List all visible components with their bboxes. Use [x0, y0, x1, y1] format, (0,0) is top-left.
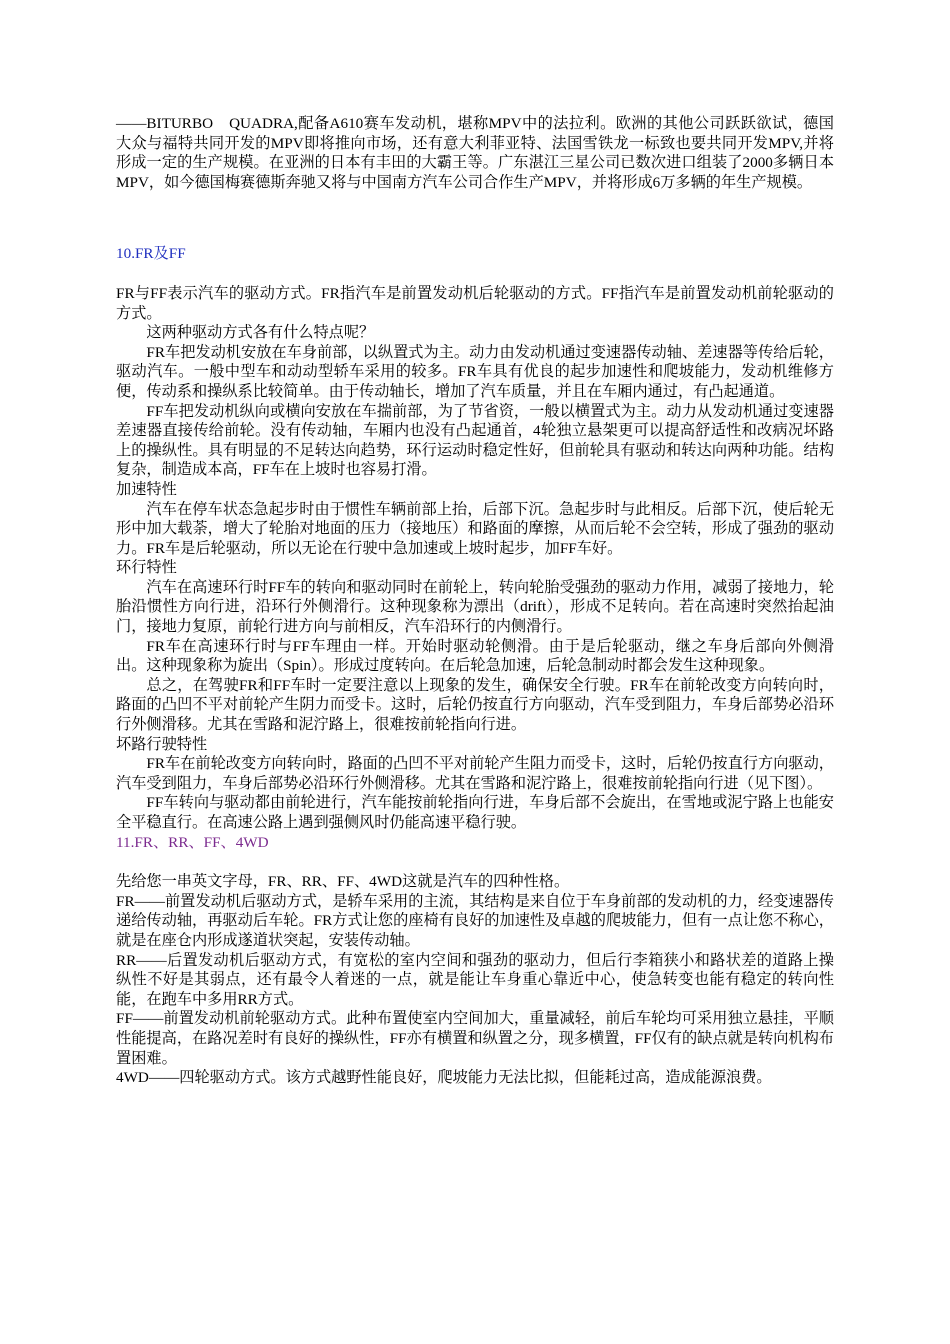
- section-11-paragraph: 4WD——四轮驱动方式。该方式越野性能良好，爬坡能力无法比拟，但能耗过高，造成能源浪费。: [116, 1069, 772, 1087]
- section-10-paragraph: FR车在前轮改变方向转向时，路面的凸凹不平对前轮产生阻力而受卡，这时，后轮仍按直行方向驱动，汽车受到阻力，车身后部势必沿环行外侧滑移。尤其在雪路和泥泞路上，很难按前轮指向行进（见下图）。: [116, 755, 834, 792]
- section-11-paragraph: FR——前置发动机后驱动方式，是轿车采用的主流，其结构是来自位于车身前部的发动机的力，经变速器传递给传动轴，再驱动后车轮。FR方式让您的座椅有良好的加速性及卓越的爬坡能力，但有一点让您不称心，就是在座仓内形成遂道状突起，安装传动轴。: [116, 892, 834, 949]
- section-10-paragraph: 汽车在停车状态急起步时由于惯性车辆前部上抬，后部下沉。急起步时与此相反。后部下沉，使后轮无形中加大载荼，增大了轮胎对地面的压力（接地压）和路面的摩擦，从而后轮不会空转，形成了强劲的驱动力。FR车是后轮驱动，所以无论在行驶中急加速或上坡时起步，加FF车好。: [116, 500, 834, 557]
- spacer: [116, 192, 834, 244]
- section-10-heading: 10.FR及FF: [116, 245, 186, 263]
- document-body: [116, 114, 834, 1088]
- section-10-paragraph: FF车把发动机纵向或横向安放在车揣前部，为了节省资，一般以横置式为主。动力从发动机通过变速器差速器直接传给前轮。没有传动轴，车厢内也没有凸起通首，4轮独立悬架更可以提高舒适性和改病况坏路上的操纵性。具有明显的不足转达向趋势，环行运动时稳定性好，但前轮具有驱动和转达向两种功能。结构复杂，制造成本高，FF车在上坡时也容易打滑。: [116, 402, 834, 479]
- intro-paragraph: ——BITURBO QUADRA,配备A610赛车发动机，堪称MPV中的法拉利。欧洲的其他公司跃跃欲试，德国大众与福特共同开发的MPV即将推向市场，还有意大利菲亚特、法国雪铁龙一标致也要共同开发MPV,并将形成一定的生产规模。在亚洲的日本有丰田的大霸王等。广东湛江三星公司已数次进口组装了2000多辆日本MPV，如今德国梅赛德斯奔驰又将与中国南方汽车公司合作生产MPV，并将形成6万多辆的年生产规模。: [116, 115, 834, 191]
- section-10-paragraph: 这两种驱动方式各有什么特点呢？: [146, 324, 375, 342]
- section-11-heading: 11.FR、RR、FF、4WD: [116, 833, 269, 851]
- section-11-paragraph: FF——前置发动机前轮驱动方式。此种布置使室内空间加大，重量减轻，前后车轮均可采用独立悬挂，平顺性能提高，在路况差时有良好的操纵性，FF亦有横置和纵置之分，现多横置，FF仅有的缺点就是转向机构布置困难。: [116, 1010, 834, 1067]
- subheading-acceleration: 加速特性: [116, 480, 177, 498]
- section-11-paragraph: 先给您一串英文字母，FR、RR、FF、4WD这就是汽车的四种性格。: [116, 873, 570, 891]
- spacer: [116, 852, 834, 872]
- subheading-rough-road: 坏路行驶特性: [116, 735, 208, 753]
- section-11-paragraph: RR——后置发动机后驱动方式，有宽松的室内空间和强劲的驱动力，但后行李箱狭小和路状差的道路上操纵性不好是其弱点，还有最令人着迷的一点，就是能让车身重心靠近中心，使急转变也能有稳定的转向性能，在跑车中多用RR方式。: [116, 951, 834, 1008]
- spacer: [116, 264, 834, 284]
- section-10-paragraph: 总之，在驾驶FR和FF车时一定要注意以上现象的发生，确保安全行驶。FR车在前轮改变方向转向时，路面的凸凹不平对前轮产生阴力而受卡。这时，后轮仍按直行方向驱动，汽车受到阻力，车身后部势必沿环行外侧滑移。尤其在雪路和泥泞路上，很难按前轮指向行进。: [116, 676, 834, 734]
- section-10-paragraph: FR车在高速环行时与FF车理由一样。开始时驱动轮侧滑。由于是后轮驱动，继之车身后部向外侧滑出。这种现象称为旋出（Spin）。形成过度转向。在后轮急加速，后轮急制动时都会发生这种现象。: [116, 637, 834, 675]
- section-10-paragraph: 汽车在高速环行时FF车的转向和驱动同时在前轮上，转向轮胎受强劲的驱动力作用，减弱了接地力，轮胎沿惯性方向行进，沿环行外侧滑行。这种现象称为漂出（drift），形成不足转向。若在高速时突然抬起油门，接地力复原，前轮行进方向与前相反，汽车沿环行的内侧滑行。: [116, 578, 834, 636]
- subheading-cornering: 环行特性: [116, 559, 177, 577]
- section-10-paragraph: FR车把发动机安放在车身前部，以纵置式为主。动力由发动机通过变速器传动轴、差速器等传给后轮，驱动汽车。一般中型车和动动型轿车采用的较多。FR车具有优良的起步加速性和爬坡能力，发动机维修方便，传动系和操纵系比较简单。由于传动轴长，增加了汽车质量，并且在车厢内通过，有凸起通道。: [116, 343, 834, 400]
- section-10-paragraph: FR与FF表示汽车的驱动方式。FR指汽车是前置发动机后轮驱动的方式。FF指汽车是前置发动机前轮驱动的方式。: [116, 284, 834, 322]
- section-10-paragraph: FF车转向与驱动都由前轮进行，汽车能按前轮指向行进，车身后部不会旋出，在雪地或泥宁路上也能安全平稳直行。在高速公路上遇到强侧风时仍能高速平稳行驶。: [116, 794, 834, 831]
